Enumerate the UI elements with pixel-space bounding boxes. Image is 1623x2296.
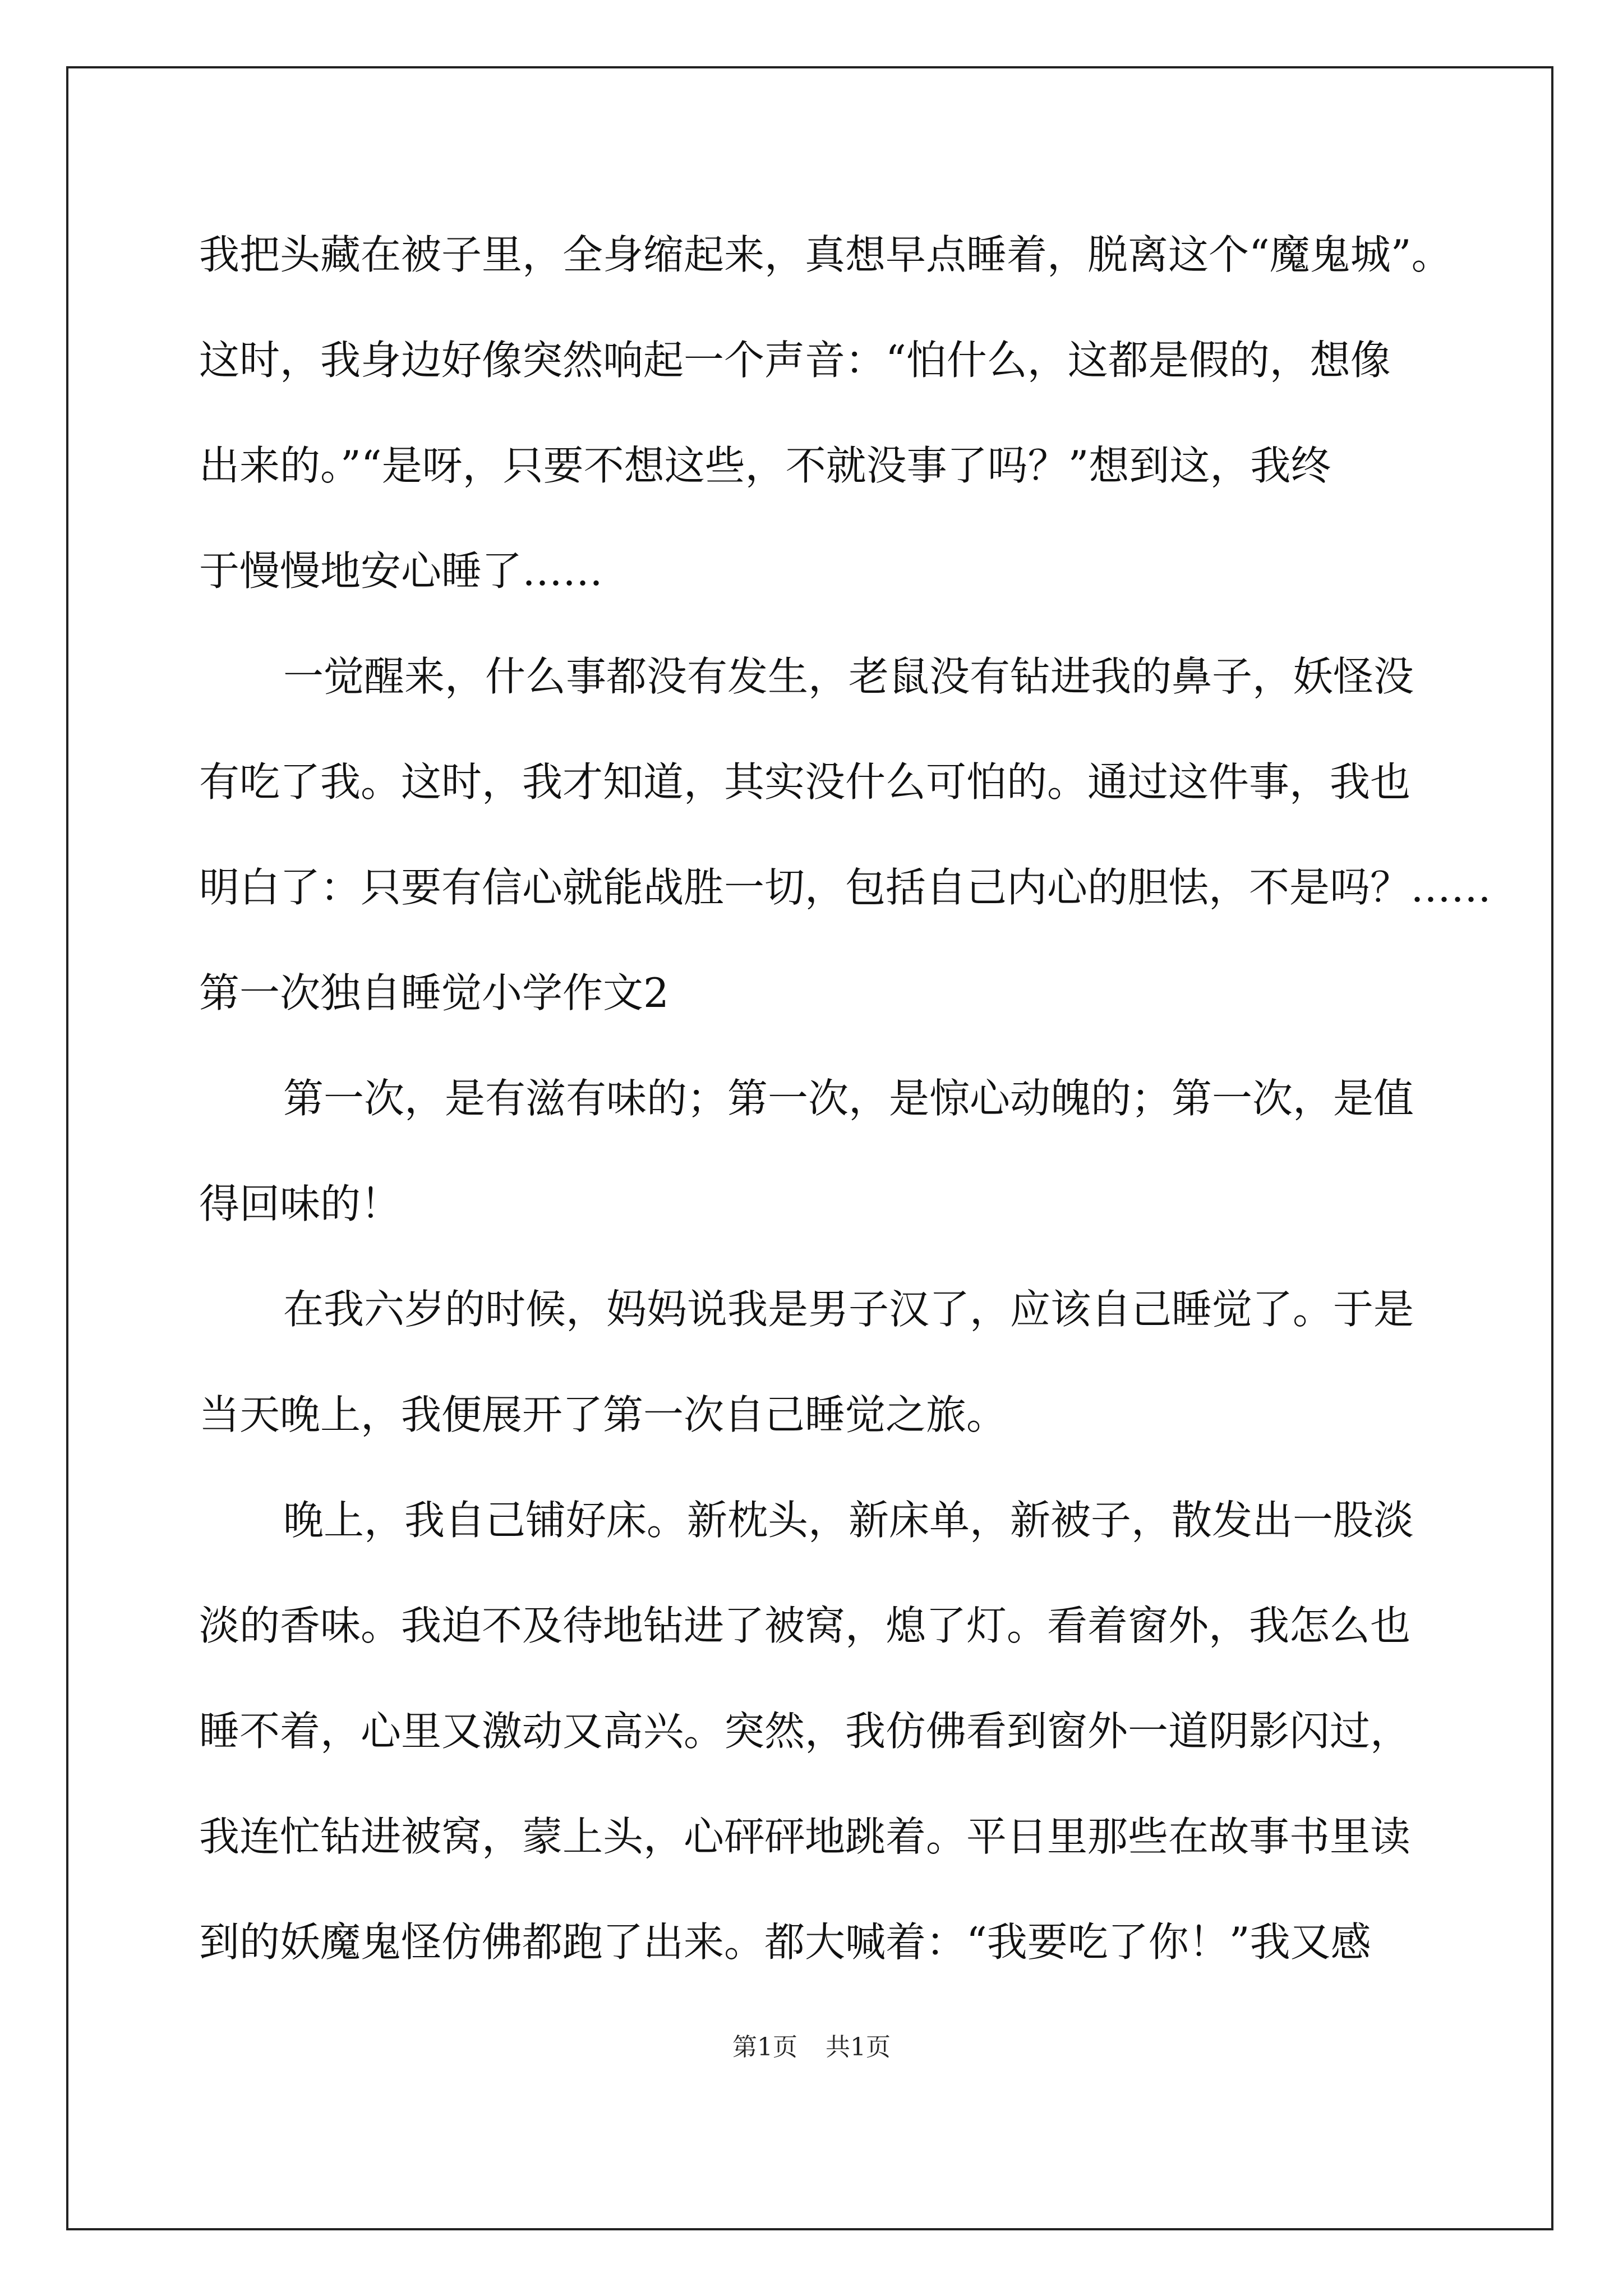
text-line: 明白了：只要有信心就能战胜一切，包括自己内心的胆怯，不是吗？…… [199, 864, 1492, 911]
paragraph-start-line: 在我六岁的时候，妈妈说我是男子汉了，应该自己睡觉了。于是 [283, 1286, 1414, 1333]
text-line: 到的妖魔鬼怪仿佛都跑了出来。都大喊着：“我要吃了你！”我又感 [199, 1918, 1371, 1966]
text-line: 当天晚上，我便展开了第一次自己睡觉之旅。 [199, 1391, 1007, 1438]
text-line: 于慢慢地安心睡了…… [199, 547, 603, 595]
text-line: 我连忙钻进被窝，蒙上头，心砰砰地跳着。平日里那些在故事书里读 [199, 1813, 1411, 1860]
paragraph-start-line: 第一次，是有滋有味的；第一次，是惊心动魄的；第一次，是值 [283, 1075, 1414, 1122]
text-line: 我把头藏在被子里，全身缩起来，真想早点睡着，脱离这个“魔鬼城”。 [199, 231, 1452, 278]
text-line: 出来的。”“是呀，只要不想这些，不就没事了吗？”想到这，我终 [199, 442, 1331, 489]
text-line: 得回味的！ [199, 1180, 402, 1227]
document-body [199, 202, 1492, 1995]
page-total: 共1页 [826, 2033, 891, 2062]
text-line: 有吃了我。这时，我才知道，其实没什么可怕的。通过这件事，我也 [199, 758, 1411, 806]
text-line: 淡的香味。我迫不及待地钻进了被窝，熄了灯。看着窗外，我怎么也 [199, 1602, 1411, 1649]
text-line: 睡不着，心里又激动又高兴。突然，我仿佛看到窗外一道阴影闪过， [199, 1708, 1411, 1755]
page-footer [0, 2031, 1623, 2064]
paragraph-start-line: 晚上，我自己铺好床。新枕头，新床单，新被子，散发出一股淡 [283, 1497, 1414, 1544]
section-heading: 第一次独自睡觉小学作文2 [199, 969, 669, 1016]
page-number: 第1页 [732, 2033, 797, 2062]
text-line: 这时，我身边好像突然响起一个声音：“怕什么，这都是假的，想像 [199, 337, 1391, 384]
paragraph-start-line: 一觉醒来，什么事都没有发生，老鼠没有钻进我的鼻子，妖怪没 [283, 653, 1414, 700]
